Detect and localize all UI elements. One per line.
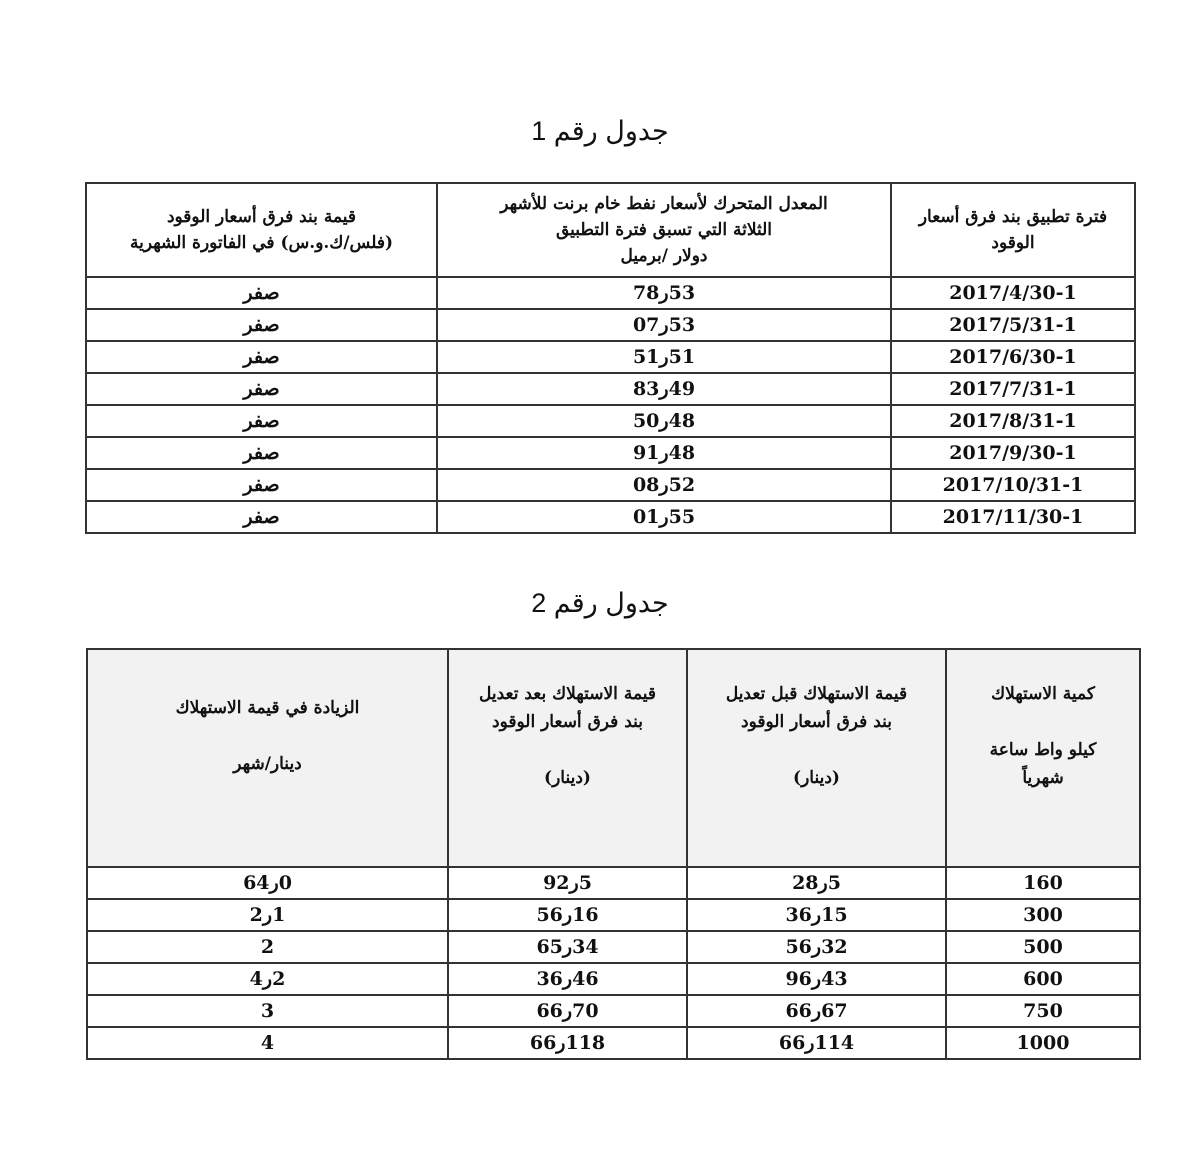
consumption-cell: 750 <box>946 995 1140 1027</box>
header-line: بند فرق أسعار الوقود <box>492 712 643 732</box>
header-line: (دينار) <box>544 768 591 788</box>
column-header-brent-average <box>437 183 891 277</box>
header-line: قيمة بند فرق أسعار الوقود <box>166 207 357 227</box>
period-cell: 2017/8/31-1 <box>891 405 1135 437</box>
value-before-cell: 15ر36 <box>687 899 946 931</box>
consumption-table <box>86 648 1141 1060</box>
table-row <box>87 899 1140 931</box>
consumption-cell: 600 <box>946 963 1140 995</box>
value-before-cell: 43ر96 <box>687 963 946 995</box>
consumption-cell: 300 <box>946 899 1140 931</box>
fuel-clause-cell: صفر <box>86 277 437 309</box>
fuel-clause-cell: صفر <box>86 501 437 533</box>
fuel-clause-cell: صفر <box>86 341 437 373</box>
column-header-increase <box>87 649 448 867</box>
table-header-row <box>87 649 1140 867</box>
value-before-cell: 114ر66 <box>687 1027 946 1059</box>
value-before-cell: 5ر28 <box>687 867 946 899</box>
header-line: الوقود <box>991 233 1035 253</box>
value-after-cell: 5ر92 <box>448 867 687 899</box>
header-line: بند فرق أسعار الوقود <box>741 712 892 732</box>
column-header-value-before <box>687 649 946 867</box>
header-line: دولار /برميل <box>620 246 708 266</box>
table-row <box>86 469 1135 501</box>
table-row <box>87 1027 1140 1059</box>
value-before-cell: 67ر66 <box>687 995 946 1027</box>
table-row <box>86 277 1135 309</box>
header-line: الزيادة في قيمة الاستهلاك <box>175 698 360 718</box>
column-header-consumption-kwh <box>946 649 1140 867</box>
value-after-cell: 16ر56 <box>448 899 687 931</box>
column-header-value-after <box>448 649 687 867</box>
brent-average-cell: 48ر91 <box>437 437 891 469</box>
header-line: (دينار) <box>793 768 840 788</box>
consumption-cell: 160 <box>946 867 1140 899</box>
brent-average-cell: 53ر78 <box>437 277 891 309</box>
table1-caption: جدول رقم 1 <box>531 116 669 146</box>
increase-cell: 1ر2 <box>87 899 448 931</box>
table-header-row <box>86 183 1135 277</box>
header-line: دينار/شهر <box>233 754 302 774</box>
table2-caption: جدول رقم 2 <box>531 588 669 618</box>
table-row <box>87 867 1140 899</box>
table-row <box>86 309 1135 341</box>
period-cell: 2017/10/31-1 <box>891 469 1135 501</box>
period-cell: 2017/6/30-1 <box>891 341 1135 373</box>
increase-cell: 2 <box>87 931 448 963</box>
header-line: قيمة الاستهلاك قبل تعديل <box>725 684 908 704</box>
value-after-cell: 118ر66 <box>448 1027 687 1059</box>
period-cell: 2017/5/31-1 <box>891 309 1135 341</box>
header-line: (فلس/ك.و.س) في الفاتورة الشهرية <box>129 233 394 253</box>
table-row <box>86 341 1135 373</box>
period-cell: 2017/9/30-1 <box>891 437 1135 469</box>
header-line: شهرياً <box>1022 768 1064 788</box>
header-line: فترة تطبيق بند فرق أسعار <box>918 207 1108 227</box>
fuel-price-table <box>85 182 1136 534</box>
period-cell: 2017/7/31-1 <box>891 373 1135 405</box>
table-row <box>87 995 1140 1027</box>
fuel-clause-cell: صفر <box>86 405 437 437</box>
table-row <box>87 963 1140 995</box>
value-after-cell: 70ر66 <box>448 995 687 1027</box>
fuel-clause-cell: صفر <box>86 309 437 341</box>
value-before-cell: 32ر56 <box>687 931 946 963</box>
increase-cell: 2ر4 <box>87 963 448 995</box>
brent-average-cell: 49ر83 <box>437 373 891 405</box>
table-row <box>86 437 1135 469</box>
period-cell: 2017/4/30-1 <box>891 277 1135 309</box>
header-line: كمية الاستهلاك <box>991 684 1095 704</box>
column-header-fuel-clause-value <box>86 183 437 277</box>
increase-cell: 4 <box>87 1027 448 1059</box>
column-header-period <box>891 183 1135 277</box>
brent-average-cell: 55ر01 <box>437 501 891 533</box>
period-cell: 2017/11/30-1 <box>891 501 1135 533</box>
table-row <box>87 931 1140 963</box>
header-line: كيلو واط ساعة <box>989 740 1097 760</box>
value-after-cell: 34ر65 <box>448 931 687 963</box>
increase-cell: 3 <box>87 995 448 1027</box>
increase-cell: 0ر64 <box>87 867 448 899</box>
consumption-cell: 500 <box>946 931 1140 963</box>
header-line: قيمة الاستهلاك بعد تعديل <box>478 684 657 704</box>
fuel-clause-cell: صفر <box>86 469 437 501</box>
fuel-clause-cell: صفر <box>86 373 437 405</box>
header-line: الثلاثة التي تسبق فترة التطبيق <box>555 220 773 240</box>
fuel-clause-cell: صفر <box>86 437 437 469</box>
brent-average-cell: 53ر07 <box>437 309 891 341</box>
value-after-cell: 46ر36 <box>448 963 687 995</box>
table-row <box>86 501 1135 533</box>
brent-average-cell: 51ر51 <box>437 341 891 373</box>
brent-average-cell: 52ر08 <box>437 469 891 501</box>
consumption-cell: 1000 <box>946 1027 1140 1059</box>
header-line: المعدل المتحرك لأسعار نفط خام برنت للأشهر <box>500 194 828 214</box>
table-row <box>86 373 1135 405</box>
table-row <box>86 405 1135 437</box>
brent-average-cell: 48ر50 <box>437 405 891 437</box>
